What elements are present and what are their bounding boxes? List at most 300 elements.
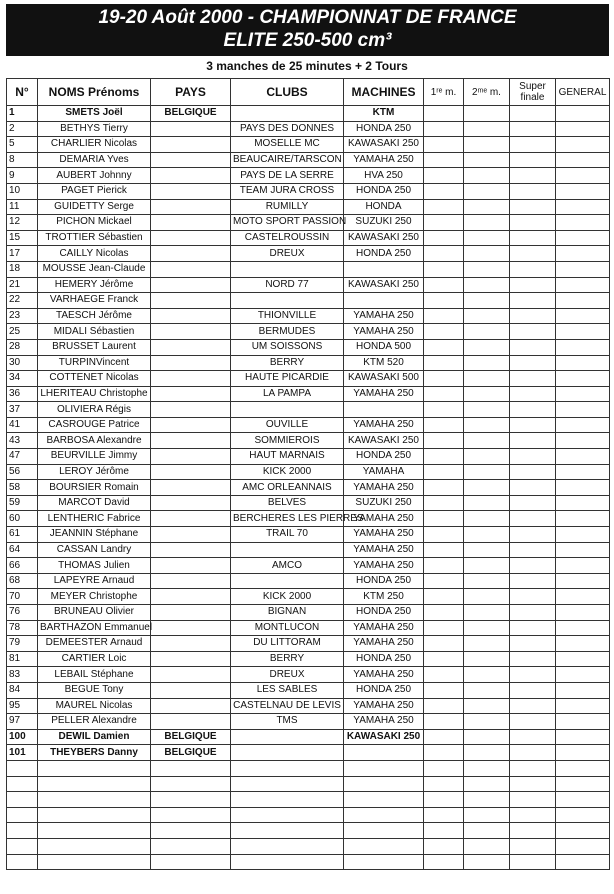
cell-general[interactable] xyxy=(556,729,610,745)
empty-cell[interactable] xyxy=(38,854,151,870)
cell-club: LES SABLES xyxy=(231,682,344,698)
cell-num: 59 xyxy=(7,495,38,511)
table-row xyxy=(7,449,610,465)
cell-num: 101 xyxy=(7,745,38,761)
cell-general[interactable] xyxy=(556,386,610,402)
cell-club: CASTELNAU DE LEVIS xyxy=(231,698,344,714)
cell-moto: YAMAHA 250 xyxy=(344,324,424,340)
cell-general[interactable] xyxy=(556,339,610,355)
cell-general[interactable] xyxy=(556,589,610,605)
cell-m1[interactable] xyxy=(424,511,464,527)
cell-m2[interactable] xyxy=(464,527,510,543)
cell-m2[interactable] xyxy=(464,246,510,262)
empty-cell[interactable] xyxy=(38,838,151,854)
cell-general[interactable] xyxy=(556,215,610,231)
cell-m1[interactable] xyxy=(424,589,464,605)
cell-num: 84 xyxy=(7,682,38,698)
cell-club: BERRY xyxy=(231,355,344,371)
cell-super[interactable] xyxy=(510,261,556,277)
cell-club: DU LITTORAM xyxy=(231,636,344,652)
cell-m1[interactable] xyxy=(424,230,464,246)
cell-super[interactable] xyxy=(510,355,556,371)
cell-club: SOMMIEROIS xyxy=(231,433,344,449)
empty-cell[interactable] xyxy=(231,792,344,808)
cell-m2[interactable] xyxy=(464,371,510,387)
cell-general[interactable] xyxy=(556,542,610,558)
cell-pays xyxy=(151,168,231,184)
table-row xyxy=(7,682,610,698)
cell-moto: SUZUKI 250 xyxy=(344,495,424,511)
cell-club xyxy=(231,573,344,589)
cell-general[interactable] xyxy=(556,308,610,324)
cell-club: HAUT MARNAIS xyxy=(231,449,344,465)
table-row xyxy=(7,605,610,621)
empty-cell[interactable] xyxy=(510,792,556,808)
cell-num: 17 xyxy=(7,246,38,262)
empty-cell[interactable] xyxy=(344,792,424,808)
cell-m2[interactable] xyxy=(464,152,510,168)
cell-general[interactable] xyxy=(556,121,610,137)
cell-pays xyxy=(151,698,231,714)
cell-m1[interactable] xyxy=(424,215,464,231)
empty-cell[interactable] xyxy=(464,792,510,808)
cell-m1[interactable] xyxy=(424,355,464,371)
cell-super[interactable] xyxy=(510,199,556,215)
empty-cell[interactable] xyxy=(556,823,610,839)
cell-general[interactable] xyxy=(556,605,610,621)
cell-super[interactable] xyxy=(510,558,556,574)
cell-super[interactable] xyxy=(510,324,556,340)
empty-cell[interactable] xyxy=(7,838,38,854)
cell-super[interactable] xyxy=(510,137,556,153)
cell-m2[interactable] xyxy=(464,589,510,605)
empty-cell[interactable] xyxy=(231,760,344,776)
cell-num: 43 xyxy=(7,433,38,449)
empty-cell[interactable] xyxy=(7,854,38,870)
cell-super[interactable] xyxy=(510,714,556,730)
cell-general[interactable] xyxy=(556,511,610,527)
cell-moto: YAMAHA 250 xyxy=(344,636,424,652)
cell-name: LENTHERIC Fabrice xyxy=(38,511,151,527)
cell-moto: YAMAHA 250 xyxy=(344,620,424,636)
cell-m1[interactable] xyxy=(424,339,464,355)
cell-general[interactable] xyxy=(556,152,610,168)
cell-m1[interactable] xyxy=(424,573,464,589)
cell-general[interactable] xyxy=(556,464,610,480)
cell-pays xyxy=(151,402,231,418)
cell-moto: HVA 250 xyxy=(344,168,424,184)
cell-general[interactable] xyxy=(556,480,610,496)
cell-m1[interactable] xyxy=(424,698,464,714)
cell-super[interactable] xyxy=(510,183,556,199)
cell-super[interactable] xyxy=(510,495,556,511)
cell-m1[interactable] xyxy=(424,417,464,433)
cell-m2[interactable] xyxy=(464,511,510,527)
cell-pays xyxy=(151,651,231,667)
empty-cell[interactable] xyxy=(556,792,610,808)
cell-super[interactable] xyxy=(510,480,556,496)
cell-m2[interactable] xyxy=(464,402,510,418)
empty-cell[interactable] xyxy=(424,807,464,823)
empty-cell[interactable] xyxy=(7,776,38,792)
cell-club: BEAUCAIRE/TARSCON xyxy=(231,152,344,168)
cell-m2[interactable] xyxy=(464,277,510,293)
cell-name: AUBERT Johnny xyxy=(38,168,151,184)
cell-m2[interactable] xyxy=(464,121,510,137)
cell-m2[interactable] xyxy=(464,183,510,199)
cell-m2[interactable] xyxy=(464,261,510,277)
cell-name: MARCOT David xyxy=(38,495,151,511)
cell-general[interactable] xyxy=(556,745,610,761)
cell-moto: KTM 520 xyxy=(344,355,424,371)
empty-cell[interactable] xyxy=(38,807,151,823)
cell-general[interactable] xyxy=(556,714,610,730)
cell-m1[interactable] xyxy=(424,277,464,293)
cell-m1[interactable] xyxy=(424,495,464,511)
cell-m1[interactable] xyxy=(424,386,464,402)
cell-m2[interactable] xyxy=(464,230,510,246)
cell-m2[interactable] xyxy=(464,168,510,184)
empty-cell[interactable] xyxy=(510,776,556,792)
cell-m1[interactable] xyxy=(424,480,464,496)
cell-moto: HONDA 250 xyxy=(344,121,424,137)
cell-general[interactable] xyxy=(556,527,610,543)
cell-club: AMCO xyxy=(231,558,344,574)
cell-general[interactable] xyxy=(556,573,610,589)
cell-super[interactable] xyxy=(510,152,556,168)
cell-m2[interactable] xyxy=(464,137,510,153)
cell-m2[interactable] xyxy=(464,417,510,433)
cell-general[interactable] xyxy=(556,355,610,371)
col-pays: PAYS xyxy=(151,79,231,106)
cell-m1[interactable] xyxy=(424,745,464,761)
cell-club xyxy=(231,261,344,277)
cell-moto: HONDA 250 xyxy=(344,449,424,465)
empty-cell[interactable] xyxy=(424,792,464,808)
cell-m1[interactable] xyxy=(424,199,464,215)
cell-pays xyxy=(151,480,231,496)
cell-num: 5 xyxy=(7,137,38,153)
col-club: CLUBS xyxy=(231,79,344,106)
empty-cell[interactable] xyxy=(7,792,38,808)
cell-general[interactable] xyxy=(556,433,610,449)
cell-m1[interactable] xyxy=(424,293,464,309)
cell-super[interactable] xyxy=(510,293,556,309)
empty-cell[interactable] xyxy=(151,823,231,839)
empty-cell[interactable] xyxy=(344,776,424,792)
empty-cell[interactable] xyxy=(7,823,38,839)
cell-num: 79 xyxy=(7,636,38,652)
cell-general[interactable] xyxy=(556,261,610,277)
cell-super[interactable] xyxy=(510,620,556,636)
empty-cell[interactable] xyxy=(151,792,231,808)
cell-m2[interactable] xyxy=(464,495,510,511)
cell-m1[interactable] xyxy=(424,402,464,418)
cell-m2[interactable] xyxy=(464,308,510,324)
table-row xyxy=(7,261,610,277)
cell-m2[interactable] xyxy=(464,698,510,714)
cell-m2[interactable] xyxy=(464,558,510,574)
cell-general[interactable] xyxy=(556,636,610,652)
cell-super[interactable] xyxy=(510,589,556,605)
cell-name: THEYBERS Danny xyxy=(38,745,151,761)
cell-m1[interactable] xyxy=(424,651,464,667)
cell-m1[interactable] xyxy=(424,682,464,698)
empty-cell[interactable] xyxy=(424,838,464,854)
cell-general[interactable] xyxy=(556,682,610,698)
cell-super[interactable] xyxy=(510,106,556,122)
cell-m2[interactable] xyxy=(464,682,510,698)
cell-num: 22 xyxy=(7,293,38,309)
cell-super[interactable] xyxy=(510,682,556,698)
empty-cell[interactable] xyxy=(151,854,231,870)
empty-cell[interactable] xyxy=(510,823,556,839)
cell-pays xyxy=(151,371,231,387)
cell-m1[interactable] xyxy=(424,464,464,480)
cell-super[interactable] xyxy=(510,667,556,683)
cell-general[interactable] xyxy=(556,246,610,262)
cell-m1[interactable] xyxy=(424,121,464,137)
empty-cell[interactable] xyxy=(38,760,151,776)
cell-num: 81 xyxy=(7,651,38,667)
cell-m1[interactable] xyxy=(424,183,464,199)
cell-m1[interactable] xyxy=(424,106,464,122)
cell-super[interactable] xyxy=(510,417,556,433)
cell-super[interactable] xyxy=(510,573,556,589)
cell-general[interactable] xyxy=(556,698,610,714)
table-row xyxy=(7,137,610,153)
cell-m1[interactable] xyxy=(424,137,464,153)
col-super-finale: Super finale xyxy=(510,79,556,106)
cell-m2[interactable] xyxy=(464,729,510,745)
cell-m1[interactable] xyxy=(424,542,464,558)
cell-super[interactable] xyxy=(510,215,556,231)
empty-cell[interactable] xyxy=(464,838,510,854)
cell-general[interactable] xyxy=(556,558,610,574)
cell-general[interactable] xyxy=(556,417,610,433)
empty-cell[interactable] xyxy=(510,838,556,854)
cell-m2[interactable] xyxy=(464,433,510,449)
empty-cell[interactable] xyxy=(556,854,610,870)
cell-moto xyxy=(344,402,424,418)
cell-m2[interactable] xyxy=(464,215,510,231)
empty-cell[interactable] xyxy=(231,854,344,870)
table-row xyxy=(7,667,610,683)
cell-m2[interactable] xyxy=(464,714,510,730)
cell-super[interactable] xyxy=(510,605,556,621)
cell-m1[interactable] xyxy=(424,449,464,465)
cell-super[interactable] xyxy=(510,230,556,246)
cell-pays xyxy=(151,324,231,340)
empty-cell[interactable] xyxy=(464,776,510,792)
cell-m2[interactable] xyxy=(464,324,510,340)
cell-m1[interactable] xyxy=(424,371,464,387)
empty-cell[interactable] xyxy=(231,823,344,839)
cell-m1[interactable] xyxy=(424,246,464,262)
cell-super[interactable] xyxy=(510,698,556,714)
cell-general[interactable] xyxy=(556,449,610,465)
cell-super[interactable] xyxy=(510,433,556,449)
cell-m1[interactable] xyxy=(424,527,464,543)
cell-name: MOUSSE Jean-Claude xyxy=(38,261,151,277)
cell-m2[interactable] xyxy=(464,464,510,480)
cell-moto: YAMAHA 250 xyxy=(344,511,424,527)
cell-general[interactable] xyxy=(556,199,610,215)
cell-m2[interactable] xyxy=(464,651,510,667)
empty-cell[interactable] xyxy=(151,807,231,823)
cell-m1[interactable] xyxy=(424,152,464,168)
cell-m2[interactable] xyxy=(464,449,510,465)
cell-pays xyxy=(151,464,231,480)
cell-super[interactable] xyxy=(510,527,556,543)
empty-cell[interactable] xyxy=(38,776,151,792)
cell-super[interactable] xyxy=(510,339,556,355)
cell-general[interactable] xyxy=(556,371,610,387)
cell-general[interactable] xyxy=(556,168,610,184)
empty-cell[interactable] xyxy=(464,854,510,870)
empty-cell[interactable] xyxy=(38,823,151,839)
cell-m2[interactable] xyxy=(464,355,510,371)
cell-m2[interactable] xyxy=(464,573,510,589)
cell-m2[interactable] xyxy=(464,636,510,652)
empty-cell[interactable] xyxy=(151,838,231,854)
cell-club: TEAM JURA CROSS xyxy=(231,183,344,199)
cell-m2[interactable] xyxy=(464,106,510,122)
cell-m2[interactable] xyxy=(464,386,510,402)
cell-m1[interactable] xyxy=(424,324,464,340)
empty-cell[interactable] xyxy=(424,854,464,870)
empty-cell[interactable] xyxy=(424,823,464,839)
cell-general[interactable] xyxy=(556,324,610,340)
empty-cell[interactable] xyxy=(464,760,510,776)
cell-super[interactable] xyxy=(510,729,556,745)
cell-super[interactable] xyxy=(510,511,556,527)
cell-super[interactable] xyxy=(510,386,556,402)
cell-super[interactable] xyxy=(510,168,556,184)
empty-cell[interactable] xyxy=(556,807,610,823)
empty-cell[interactable] xyxy=(231,838,344,854)
cell-m2[interactable] xyxy=(464,745,510,761)
cell-super[interactable] xyxy=(510,308,556,324)
empty-cell[interactable] xyxy=(510,760,556,776)
cell-m1[interactable] xyxy=(424,729,464,745)
cell-m2[interactable] xyxy=(464,293,510,309)
cell-pays xyxy=(151,261,231,277)
empty-cell[interactable] xyxy=(231,776,344,792)
table-row xyxy=(7,573,610,589)
cell-super[interactable] xyxy=(510,277,556,293)
empty-cell[interactable] xyxy=(424,760,464,776)
empty-cell[interactable] xyxy=(510,807,556,823)
cell-moto: KAWASAKI 500 xyxy=(344,371,424,387)
cell-m1[interactable] xyxy=(424,168,464,184)
cell-m1[interactable] xyxy=(424,558,464,574)
empty-cell[interactable] xyxy=(344,854,424,870)
cell-m1[interactable] xyxy=(424,667,464,683)
cell-super[interactable] xyxy=(510,745,556,761)
cell-general[interactable] xyxy=(556,620,610,636)
cell-general[interactable] xyxy=(556,495,610,511)
col-num: N° xyxy=(7,79,38,106)
cell-super[interactable] xyxy=(510,371,556,387)
cell-general[interactable] xyxy=(556,230,610,246)
cell-super[interactable] xyxy=(510,121,556,137)
empty-cell[interactable] xyxy=(231,807,344,823)
cell-general[interactable] xyxy=(556,277,610,293)
empty-cell[interactable] xyxy=(510,854,556,870)
cell-general[interactable] xyxy=(556,293,610,309)
cell-super[interactable] xyxy=(510,636,556,652)
cell-pays xyxy=(151,636,231,652)
cell-m1[interactable] xyxy=(424,261,464,277)
cell-super[interactable] xyxy=(510,651,556,667)
empty-cell[interactable] xyxy=(38,792,151,808)
cell-super[interactable] xyxy=(510,464,556,480)
cell-m2[interactable] xyxy=(464,339,510,355)
cell-m1[interactable] xyxy=(424,636,464,652)
empty-cell[interactable] xyxy=(464,807,510,823)
empty-row xyxy=(7,792,610,808)
cell-general[interactable] xyxy=(556,106,610,122)
cell-m2[interactable] xyxy=(464,480,510,496)
empty-cell[interactable] xyxy=(344,807,424,823)
cell-m1[interactable] xyxy=(424,620,464,636)
cell-num: 36 xyxy=(7,386,38,402)
cell-general[interactable] xyxy=(556,137,610,153)
cell-moto: KTM xyxy=(344,106,424,122)
empty-cell[interactable] xyxy=(344,838,424,854)
cell-m1[interactable] xyxy=(424,605,464,621)
empty-cell[interactable] xyxy=(424,776,464,792)
empty-cell[interactable] xyxy=(7,760,38,776)
empty-cell[interactable] xyxy=(344,760,424,776)
cell-super[interactable] xyxy=(510,542,556,558)
empty-cell[interactable] xyxy=(344,823,424,839)
empty-cell[interactable] xyxy=(7,807,38,823)
empty-cell[interactable] xyxy=(556,760,610,776)
empty-cell[interactable] xyxy=(151,776,231,792)
cell-m1[interactable] xyxy=(424,433,464,449)
empty-cell[interactable] xyxy=(556,838,610,854)
cell-m2[interactable] xyxy=(464,667,510,683)
cell-super[interactable] xyxy=(510,246,556,262)
cell-m1[interactable] xyxy=(424,308,464,324)
cell-m2[interactable] xyxy=(464,199,510,215)
cell-super[interactable] xyxy=(510,402,556,418)
cell-general[interactable] xyxy=(556,667,610,683)
title-line-2: ELITE 250-500 cm³ xyxy=(223,30,392,51)
cell-general[interactable] xyxy=(556,402,610,418)
empty-cell[interactable] xyxy=(556,776,610,792)
cell-general[interactable] xyxy=(556,651,610,667)
table-row xyxy=(7,121,610,137)
cell-m1[interactable] xyxy=(424,714,464,730)
cell-general[interactable] xyxy=(556,183,610,199)
cell-num: 15 xyxy=(7,230,38,246)
table-row xyxy=(7,106,610,122)
cell-super[interactable] xyxy=(510,449,556,465)
cell-club: DREUX xyxy=(231,246,344,262)
cell-num: 61 xyxy=(7,527,38,543)
cell-m2[interactable] xyxy=(464,605,510,621)
cell-num: 10 xyxy=(7,183,38,199)
empty-cell[interactable] xyxy=(151,760,231,776)
empty-cell[interactable] xyxy=(464,823,510,839)
cell-moto: HONDA 250 xyxy=(344,651,424,667)
cell-m2[interactable] xyxy=(464,620,510,636)
cell-m2[interactable] xyxy=(464,542,510,558)
table-row xyxy=(7,355,610,371)
